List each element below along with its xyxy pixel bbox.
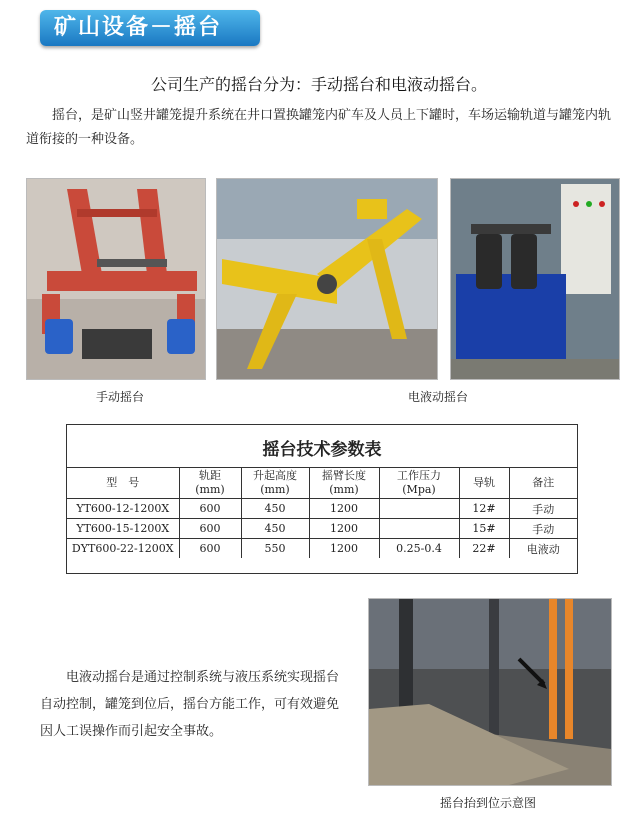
header-line: 摇臂长度	[322, 469, 366, 482]
table-cell: YT600-12-1200X	[67, 499, 179, 519]
header-line: (Mpa)	[402, 483, 436, 496]
table-cell: 1200	[309, 499, 379, 519]
banner-title: 矿山设备－摇台	[54, 15, 223, 40]
site-photo-caption: 摇台抬到位示意图	[439, 796, 536, 810]
table-cell: 12#	[459, 499, 509, 519]
table-cell: 600	[179, 499, 241, 519]
header-cell: 备注	[509, 468, 577, 499]
hydraulic-rocker-photo	[216, 178, 438, 380]
table-cell: 1200	[309, 539, 379, 559]
table-cell: DYT600-22-1200X	[67, 539, 179, 559]
spec-table-box	[66, 424, 578, 574]
spec-table	[67, 467, 577, 558]
headline: 公司生产的摇台分为：手动摇台和电液动摇台。	[150, 75, 487, 94]
header-line: (mm)	[195, 483, 225, 496]
header-line: (mm)	[260, 483, 290, 496]
table-cell	[379, 519, 459, 539]
site-photo	[368, 598, 612, 786]
table-cell: YT600-15-1200X	[67, 519, 179, 539]
manual-rocker-photo	[26, 178, 206, 380]
table-cell: 15#	[459, 519, 509, 539]
table-row	[67, 539, 577, 559]
manual-rocker-caption: 手动摇台	[95, 390, 144, 404]
table-title: 摇台技术参数表	[262, 440, 382, 460]
table-cell: 1200	[309, 519, 379, 539]
table-header-row	[67, 468, 577, 499]
table-cell: 22#	[459, 539, 509, 559]
table-row	[67, 519, 577, 539]
table-row	[67, 499, 577, 519]
hydraulic-station-photo	[450, 178, 620, 380]
section-banner	[40, 10, 260, 46]
table-cell: 600	[179, 519, 241, 539]
header-cell	[379, 468, 459, 499]
table-cell: 450	[241, 519, 309, 539]
table-cell: 手动	[509, 499, 577, 519]
table-cell: 600	[179, 539, 241, 559]
header-cell: 型 号	[67, 468, 179, 499]
header-line: 轨距	[199, 469, 221, 482]
table-cell: 手动	[509, 519, 577, 539]
table-cell: 450	[241, 499, 309, 519]
table-cell: 0.25-0.4	[379, 539, 459, 559]
intro-paragraph: 摇台，是矿山竖井罐笼提升系统在井口置换罐笼内矿车及人员上下罐时，车场运输轨道与罐笼内轨道衔接的一种设备。	[26, 108, 612, 147]
header-line: 工作压力	[397, 469, 441, 482]
header-cell	[241, 468, 309, 499]
header-cell: 导轨	[459, 468, 509, 499]
header-line: 升起高度	[253, 469, 297, 482]
header-cell	[179, 468, 241, 499]
header-line: (mm)	[329, 483, 359, 496]
hydraulic-note: 电液动摇台是通过控制系统与液压系统实现摇台自动控制，罐笼到位后，摇台方能工作，可有效避免因人工误操作而引起安全事故。	[40, 670, 340, 739]
table-cell	[379, 499, 459, 519]
header-cell	[309, 468, 379, 499]
table-cell: 550	[241, 539, 309, 559]
table-cell: 电液动	[509, 539, 577, 559]
hydraulic-rocker-caption: 电液动摇台	[407, 390, 468, 404]
